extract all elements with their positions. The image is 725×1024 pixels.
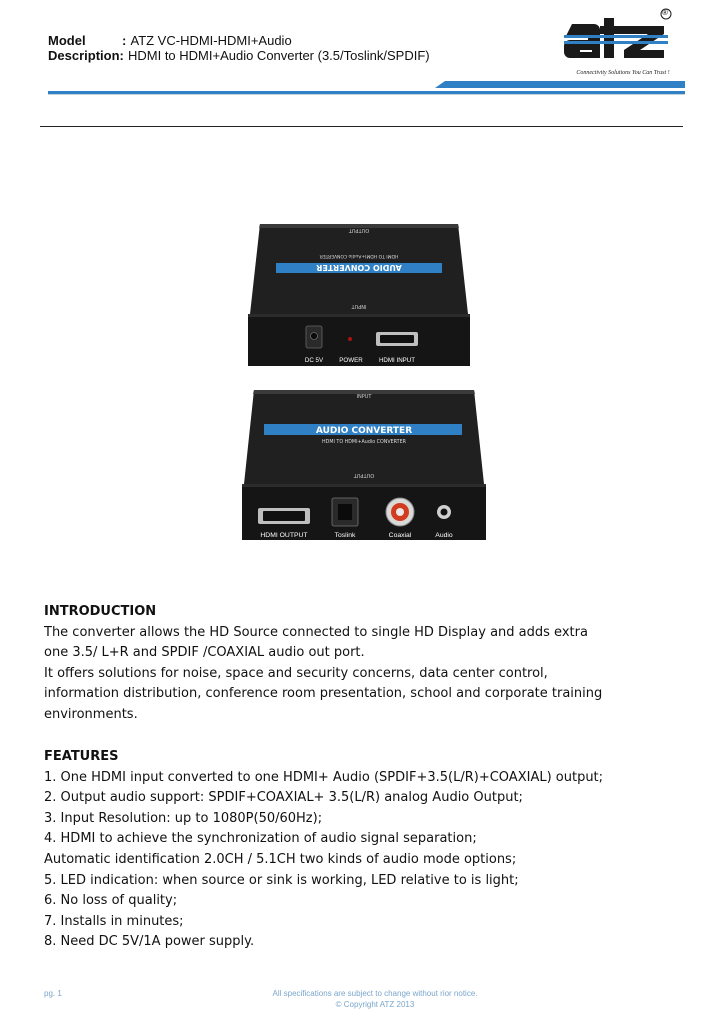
features-heading: FEATURES [44, 749, 119, 764]
features-section [44, 747, 603, 953]
bottom-brand-large: AUDIO CONVERTER [315, 426, 413, 436]
registered-mark: ® [662, 8, 668, 17]
port-label-audio: Audio [435, 532, 453, 539]
top-label-output: OUTPUT [348, 227, 370, 233]
footer-copyright: © Copyright ATZ 2013 [335, 1000, 415, 1009]
bottom-label-input: INPUT [356, 394, 372, 400]
atz-logo [560, 8, 678, 80]
model-line [48, 33, 292, 49]
introduction-line: It offers solutions for noise, space and security concerns, data center control, [44, 665, 548, 681]
footer-disclaimer: All specifications are subject to change without rior notice. [272, 989, 478, 998]
feature-item: 2. Output audio support: SPDIF+COAXIAL+ 3.5(L/R) analog Audio Output; [44, 790, 523, 806]
introduction-line: environments. [44, 706, 138, 722]
model-label: Model [48, 33, 86, 48]
description-line [48, 48, 430, 64]
power-led-icon [348, 337, 352, 341]
converter-top-view [246, 222, 472, 370]
page-number: pg. 1 [44, 989, 62, 998]
footer-notice [240, 988, 510, 1010]
introduction-section [44, 602, 602, 726]
top-brand-small: HDMI TO HDMI+Audio CONVERTER [319, 253, 399, 258]
introduction-line: The converter allows the HD Source connected to single HD Display and adds extra [44, 624, 588, 640]
port-label-hdmi-input: HDMI INPUT [378, 357, 416, 364]
feature-item: 1. One HDMI input converted to one HDMI+ Audio (SPDIF+3.5(L/R)+COAXIAL) output; [44, 769, 604, 785]
feature-item: 4. HDMI to achieve the synchronization of audio signal separation; [44, 831, 477, 847]
converter-bottom-view [238, 388, 490, 544]
port-label-coaxial: Coaxial [388, 532, 412, 539]
top-brand-large: AUDIO CONVERTER [316, 263, 402, 272]
feature-item: 5. LED indication: when source or sink is working, LED relative to is light; [44, 872, 519, 888]
port-label-dc5v: DC 5V [304, 357, 324, 364]
model-separator: : [122, 33, 127, 48]
header-bar-tab [435, 81, 685, 88]
introduction-line: one 3.5/ L+R and SPDIF /COAXIAL audio out port. [44, 645, 365, 661]
logo-tagline: Connectivity Solutions You Can Trust ! [576, 70, 670, 76]
port-label-power: POWER [339, 357, 363, 364]
description-label: Description: [48, 48, 124, 63]
bottom-brand-small: HDMI TO HDMI+Audio CONVERTER [322, 440, 406, 445]
port-label-toslink: Toslink [334, 532, 356, 539]
header-rule [40, 126, 683, 127]
top-label-input: INPUT [351, 303, 367, 309]
feature-item: 7. Installs in minutes; [44, 913, 184, 929]
feature-item: 3. Input Resolution: up to 1080P(50/60Hz); [44, 810, 323, 826]
introduction-heading: INTRODUCTION [44, 604, 157, 619]
introduction-line: information distribution, conference room presentation, school and corporate training [44, 686, 603, 702]
atz-wordmark-icon [560, 8, 678, 70]
feature-item: 6. No loss of quality; [44, 893, 178, 909]
port-label-hdmi-output: HDMI OUTPUT [260, 532, 308, 539]
description-value: HDMI to HDMI+Audio Converter (3.5/Toslink/SPDIF) [127, 48, 430, 63]
bottom-label-output: OUTPUT [353, 472, 375, 478]
header-bar-shadow [48, 94, 685, 95]
feature-item: 8. Need DC 5V/1A power supply. [44, 934, 255, 950]
feature-item: Automatic identification 2.0CH / 5.1CH two kinds of audio mode options; [44, 851, 517, 867]
model-value: ATZ VC-HDMI-HDMI+Audio [130, 33, 292, 48]
